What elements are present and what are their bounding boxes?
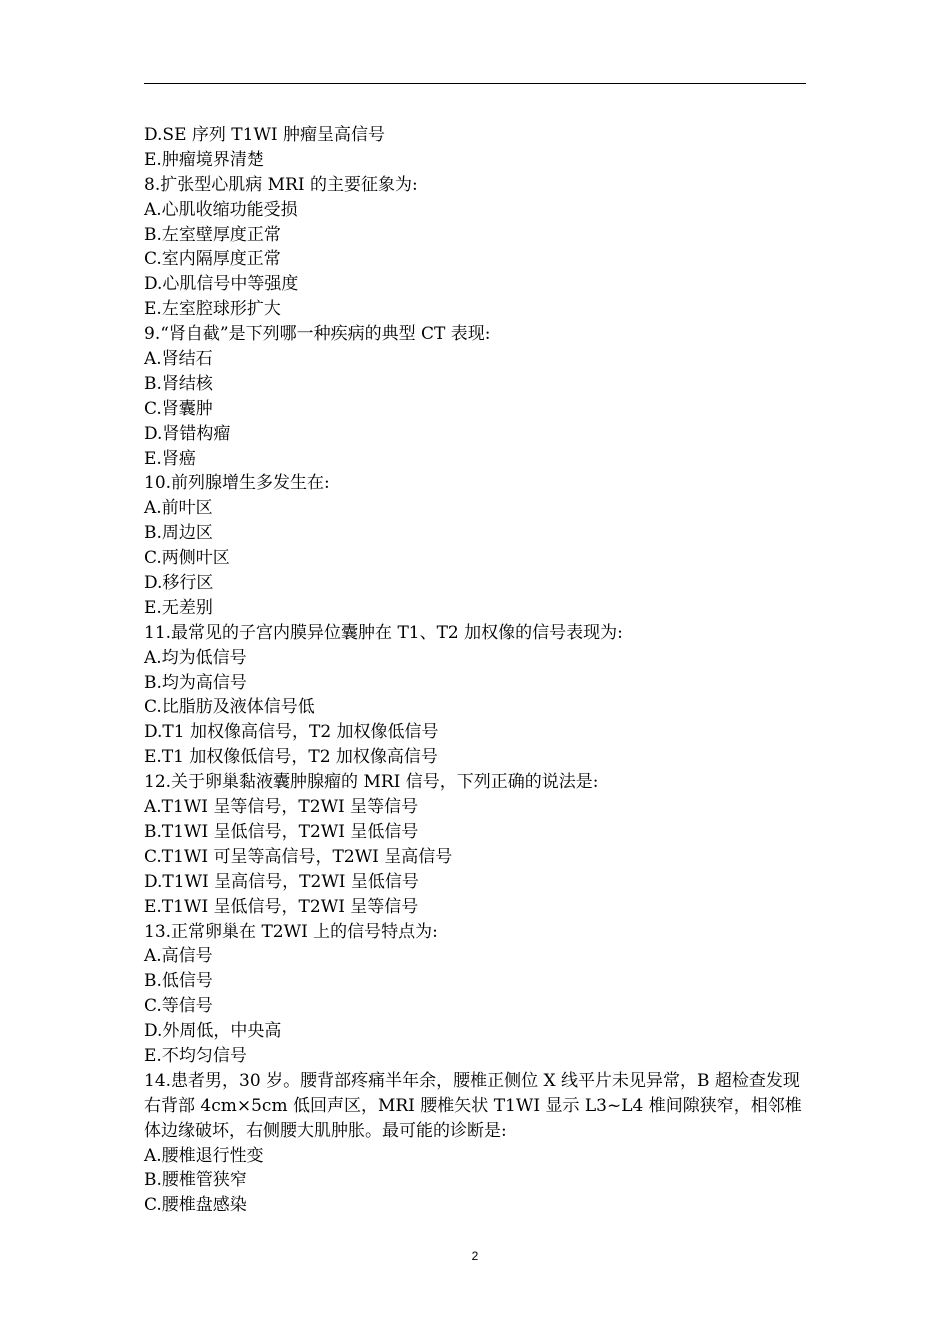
question-stem: 8.扩张型心肌病 MRI 的主要征象为:: [144, 174, 418, 195]
answer-option: D.T1WI 呈高信号，T2WI 呈低信号: [144, 871, 419, 892]
text-line: D.SE 序列 T1WI 肿瘤呈高信号: [144, 125, 386, 145]
question-stem: 10.前列腺增生多发生在:: [144, 473, 330, 494]
answer-option: C.腰椎盘感染: [144, 1195, 247, 1216]
answer-option: A.腰椎退行性变: [144, 1145, 264, 1166]
answer-option: A.肾结石: [144, 349, 213, 370]
answer-option: D.移行区: [144, 573, 214, 594]
answer-option: E.肾癌: [144, 448, 196, 469]
question-stem: 13.正常卵巢在 T2WI 上的信号特点为:: [144, 921, 438, 942]
answer-option: C.室内隔厚度正常: [144, 249, 281, 270]
answer-option: B.低信号: [144, 971, 213, 992]
answer-option: C.T1WI 可呈等高信号，T2WI 呈高信号: [144, 846, 453, 867]
answer-option: A.心肌收缩功能受损: [144, 199, 298, 220]
answer-option: E.T1WI 呈低信号，T2WI 呈等信号: [144, 896, 419, 917]
answer-option: C.肾囊肿: [144, 398, 213, 419]
page-number: 2: [471, 1249, 479, 1263]
answer-option: B.左室壁厚度正常: [144, 224, 281, 245]
answer-option: E.不均匀信号: [144, 1045, 247, 1066]
answer-option: C.等信号: [144, 996, 213, 1017]
header-rule: [144, 83, 806, 84]
answer-option: D.外周低，中央高: [144, 1021, 282, 1042]
answer-option: A.高信号: [144, 946, 213, 967]
answer-option: E.T1 加权像低信号，T2 加权像高信号: [144, 747, 438, 768]
answer-option: E.左室腔球形扩大: [144, 299, 281, 320]
answer-option: B.肾结核: [144, 373, 213, 394]
question-stem: 12.关于卵巢黏液囊肿腺瘤的 MRI 信号，下列正确的说法是:: [144, 772, 599, 793]
question-stem: 9.“肾自截”是下列哪一种疾病的典型 CT 表现:: [144, 324, 491, 345]
page-content: [144, 123, 808, 1218]
answer-option: A.前叶区: [144, 498, 213, 519]
answer-option: B.周边区: [144, 523, 213, 544]
answer-option: B.均为高信号: [144, 672, 247, 693]
question-stem: 11.最常见的子宫内膜异位囊肿在 T1、T2 加权像的信号表现为:: [144, 622, 623, 643]
answer-option: D.肾错构瘤: [144, 423, 231, 444]
question-stem: 14.患者男，30 岁。腰背部疼痛半年余，腰椎正侧位 X 线平片未见异常，B 超检查发现右背部 4cm×5cm 低回声区，MRI 腰椎矢状 T1WI 显示 L3~L4 椎间隙狭窄，相邻椎体边缘破坏，右侧腰大肌肿胀。最可能的诊断是:: [144, 1070, 802, 1141]
answer-option: A.均为低信号: [144, 647, 247, 668]
answer-option: D.T1 加权像高信号，T2 加权像低信号: [144, 722, 439, 743]
answer-option: C.比脂肪及液体信号低: [144, 697, 315, 718]
answer-option: A.T1WI 呈等信号，T2WI 呈等信号: [144, 797, 419, 818]
answer-option: E.无差别: [144, 597, 213, 618]
answer-option: B.腰椎管狭窄: [144, 1170, 247, 1191]
answer-option: C.两侧叶区: [144, 548, 230, 569]
text-line: E.肿瘤境界清楚: [144, 149, 264, 170]
answer-option: B.T1WI 呈低信号，T2WI 呈低信号: [144, 821, 419, 842]
answer-option: D.心肌信号中等强度: [144, 274, 299, 295]
